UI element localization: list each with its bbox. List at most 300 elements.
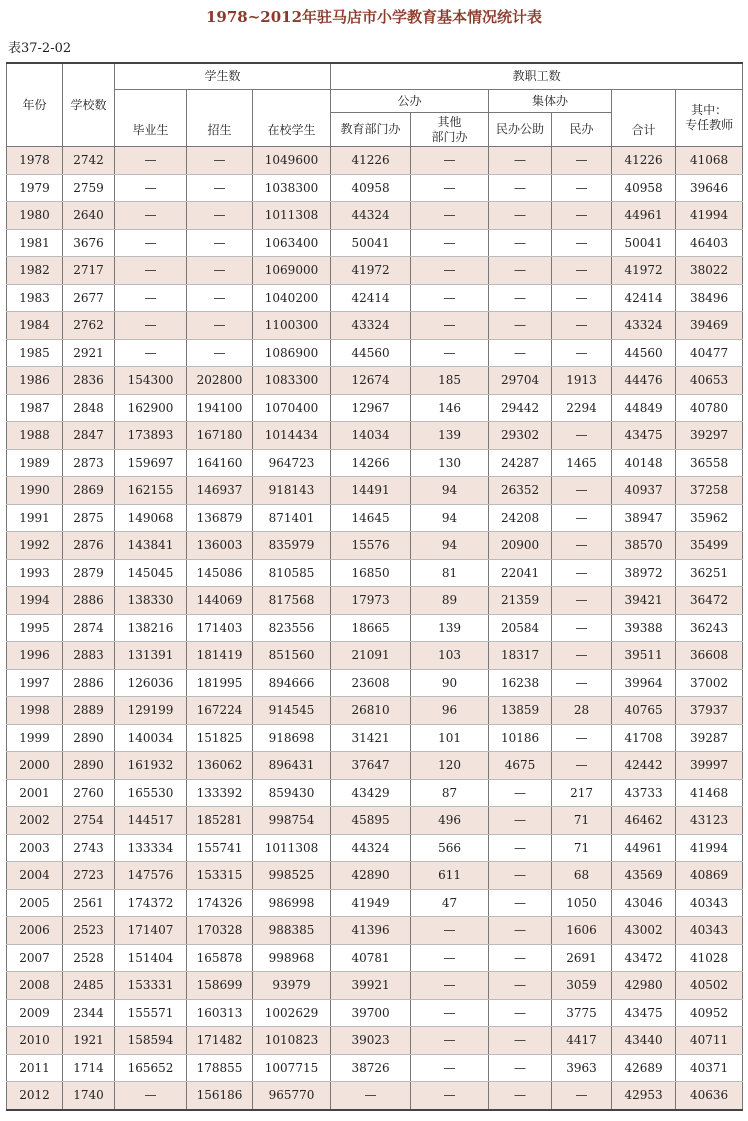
cell-fulltime-teachers: 38496 bbox=[676, 284, 743, 312]
cell-year: 1979 bbox=[7, 174, 63, 202]
cell-year: 2007 bbox=[7, 944, 63, 972]
cell-graduates: 159697 bbox=[115, 449, 187, 477]
cell-year: 1982 bbox=[7, 257, 63, 285]
cell-total: 38570 bbox=[612, 532, 676, 560]
header-collective: 集体办 bbox=[489, 90, 612, 113]
cell-graduates: 140034 bbox=[115, 724, 187, 752]
cell-private: 71 bbox=[552, 834, 612, 862]
header-fulltime-line2: 专任教师 bbox=[685, 118, 734, 132]
cell-graduates: 138330 bbox=[115, 587, 187, 615]
table-row bbox=[7, 807, 743, 835]
cell-other-dept: — bbox=[411, 339, 489, 367]
cell-in-school: 1011308 bbox=[253, 834, 331, 862]
cell-private: 1606 bbox=[552, 917, 612, 945]
cell-private: 3059 bbox=[552, 972, 612, 1000]
cell-total: 44849 bbox=[612, 394, 676, 422]
table-row bbox=[7, 834, 743, 862]
cell-private: — bbox=[552, 669, 612, 697]
cell-private-public: — bbox=[489, 284, 552, 312]
cell-private-public: — bbox=[489, 834, 552, 862]
table-row bbox=[7, 724, 743, 752]
table-row bbox=[7, 999, 743, 1027]
cell-in-school: 1070400 bbox=[253, 394, 331, 422]
cell-other-dept: 139 bbox=[411, 422, 489, 450]
cell-enrollment: — bbox=[187, 284, 253, 312]
cell-edu-dept: 12674 bbox=[331, 367, 411, 395]
cell-fulltime-teachers: 36472 bbox=[676, 587, 743, 615]
cell-other-dept: 611 bbox=[411, 862, 489, 890]
cell-schools: 2876 bbox=[63, 532, 115, 560]
cell-private: — bbox=[552, 477, 612, 505]
cell-enrollment: 181995 bbox=[187, 669, 253, 697]
cell-enrollment: — bbox=[187, 339, 253, 367]
header-graduates: 毕业生 bbox=[115, 90, 187, 147]
cell-private-public: — bbox=[489, 972, 552, 1000]
cell-graduates: 155571 bbox=[115, 999, 187, 1027]
cell-enrollment: 181419 bbox=[187, 642, 253, 670]
cell-enrollment: 185281 bbox=[187, 807, 253, 835]
cell-fulltime-teachers: 40711 bbox=[676, 1027, 743, 1055]
cell-private-public: — bbox=[489, 779, 552, 807]
cell-private-public: — bbox=[489, 257, 552, 285]
cell-edu-dept: 38726 bbox=[331, 1054, 411, 1082]
cell-total: 40148 bbox=[612, 449, 676, 477]
cell-private-public: — bbox=[489, 229, 552, 257]
cell-year: 2004 bbox=[7, 862, 63, 890]
cell-graduates: 133334 bbox=[115, 834, 187, 862]
cell-other-dept: — bbox=[411, 972, 489, 1000]
cell-total: 43472 bbox=[612, 944, 676, 972]
cell-edu-dept: 39921 bbox=[331, 972, 411, 1000]
cell-graduates: 129199 bbox=[115, 697, 187, 725]
table-row bbox=[7, 889, 743, 917]
cell-other-dept: — bbox=[411, 174, 489, 202]
cell-schools: 1714 bbox=[63, 1054, 115, 1082]
cell-total: 38972 bbox=[612, 559, 676, 587]
cell-total: 50041 bbox=[612, 229, 676, 257]
table-row bbox=[7, 202, 743, 230]
cell-schools: 2883 bbox=[63, 642, 115, 670]
cell-in-school: 986998 bbox=[253, 889, 331, 917]
cell-edu-dept: 39023 bbox=[331, 1027, 411, 1055]
cell-edu-dept: 31421 bbox=[331, 724, 411, 752]
cell-year: 2012 bbox=[7, 1082, 63, 1110]
cell-edu-dept: 23608 bbox=[331, 669, 411, 697]
header-other-dept bbox=[411, 113, 489, 147]
header-schools: 学校数 bbox=[63, 63, 115, 147]
cell-total: 39388 bbox=[612, 614, 676, 642]
cell-total: 41708 bbox=[612, 724, 676, 752]
cell-total: 39421 bbox=[612, 587, 676, 615]
cell-private: — bbox=[552, 724, 612, 752]
cell-year: 2005 bbox=[7, 889, 63, 917]
cell-graduates: — bbox=[115, 312, 187, 340]
cell-fulltime-teachers: 40653 bbox=[676, 367, 743, 395]
cell-graduates: 165530 bbox=[115, 779, 187, 807]
cell-year: 1983 bbox=[7, 284, 63, 312]
cell-fulltime-teachers: 36251 bbox=[676, 559, 743, 587]
cell-fulltime-teachers: 39297 bbox=[676, 422, 743, 450]
cell-schools: 2890 bbox=[63, 724, 115, 752]
cell-in-school: 810585 bbox=[253, 559, 331, 587]
cell-fulltime-teachers: 40780 bbox=[676, 394, 743, 422]
cell-schools: 2848 bbox=[63, 394, 115, 422]
cell-other-dept: 81 bbox=[411, 559, 489, 587]
cell-private-public: 4675 bbox=[489, 752, 552, 780]
cell-private-public: 29442 bbox=[489, 394, 552, 422]
cell-fulltime-teachers: 40371 bbox=[676, 1054, 743, 1082]
cell-schools: 2873 bbox=[63, 449, 115, 477]
table-row bbox=[7, 174, 743, 202]
cell-enrollment: 151825 bbox=[187, 724, 253, 752]
cell-total: 43002 bbox=[612, 917, 676, 945]
cell-private: — bbox=[552, 257, 612, 285]
cell-year: 1986 bbox=[7, 367, 63, 395]
table-number: 表37-2-02 bbox=[8, 41, 72, 56]
header-total: 合计 bbox=[612, 90, 676, 147]
header-students: 学生数 bbox=[115, 63, 331, 90]
cell-year: 1987 bbox=[7, 394, 63, 422]
table-body bbox=[7, 147, 743, 1110]
table-row bbox=[7, 559, 743, 587]
cell-year: 2008 bbox=[7, 972, 63, 1000]
cell-private: 2294 bbox=[552, 394, 612, 422]
cell-graduates: — bbox=[115, 284, 187, 312]
cell-graduates: — bbox=[115, 229, 187, 257]
table-row bbox=[7, 284, 743, 312]
cell-graduates: 151404 bbox=[115, 944, 187, 972]
cell-other-dept: — bbox=[411, 999, 489, 1027]
cell-year: 1994 bbox=[7, 587, 63, 615]
cell-other-dept: — bbox=[411, 202, 489, 230]
cell-in-school: 896431 bbox=[253, 752, 331, 780]
cell-schools: 2528 bbox=[63, 944, 115, 972]
cell-year: 1998 bbox=[7, 697, 63, 725]
cell-in-school: 1086900 bbox=[253, 339, 331, 367]
header-edu-dept: 教育部门办 bbox=[331, 113, 411, 147]
cell-total: 40937 bbox=[612, 477, 676, 505]
cell-in-school: 914545 bbox=[253, 697, 331, 725]
table-row bbox=[7, 229, 743, 257]
cell-enrollment: 178855 bbox=[187, 1054, 253, 1082]
cell-fulltime-teachers: 40343 bbox=[676, 917, 743, 945]
cell-fulltime-teachers: 41994 bbox=[676, 202, 743, 230]
cell-private-public: 18317 bbox=[489, 642, 552, 670]
cell-graduates: — bbox=[115, 174, 187, 202]
cell-private-public: 20584 bbox=[489, 614, 552, 642]
table-row bbox=[7, 779, 743, 807]
cell-fulltime-teachers: 36558 bbox=[676, 449, 743, 477]
cell-enrollment: 167180 bbox=[187, 422, 253, 450]
cell-edu-dept: 39700 bbox=[331, 999, 411, 1027]
cell-fulltime-teachers: 39469 bbox=[676, 312, 743, 340]
table-row bbox=[7, 669, 743, 697]
table-row bbox=[7, 697, 743, 725]
cell-in-school: 859430 bbox=[253, 779, 331, 807]
cell-private: — bbox=[552, 202, 612, 230]
cell-graduates: 158594 bbox=[115, 1027, 187, 1055]
cell-total: 40765 bbox=[612, 697, 676, 725]
cell-private-public: — bbox=[489, 1054, 552, 1082]
cell-other-dept: 566 bbox=[411, 834, 489, 862]
cell-in-school: 918698 bbox=[253, 724, 331, 752]
header-other-dept-line2: 部门办 bbox=[431, 129, 468, 144]
table-row bbox=[7, 394, 743, 422]
cell-private: — bbox=[552, 532, 612, 560]
cell-year: 1992 bbox=[7, 532, 63, 560]
header-enrollment: 招生 bbox=[187, 90, 253, 147]
header-year: 年份 bbox=[7, 63, 63, 147]
cell-other-dept: 90 bbox=[411, 669, 489, 697]
cell-enrollment: — bbox=[187, 147, 253, 175]
cell-edu-dept: 14645 bbox=[331, 504, 411, 532]
cell-fulltime-teachers: 40502 bbox=[676, 972, 743, 1000]
cell-private-public: — bbox=[489, 312, 552, 340]
cell-other-dept: — bbox=[411, 147, 489, 175]
table-row bbox=[7, 1027, 743, 1055]
table-row bbox=[7, 642, 743, 670]
cell-private-public: 21359 bbox=[489, 587, 552, 615]
cell-private-public: 29302 bbox=[489, 422, 552, 450]
cell-schools: 2890 bbox=[63, 752, 115, 780]
cell-edu-dept: 42414 bbox=[331, 284, 411, 312]
cell-year: 1981 bbox=[7, 229, 63, 257]
cell-schools: 2485 bbox=[63, 972, 115, 1000]
cell-other-dept: 94 bbox=[411, 477, 489, 505]
cell-graduates: 154300 bbox=[115, 367, 187, 395]
cell-private: — bbox=[552, 587, 612, 615]
cell-year: 1990 bbox=[7, 477, 63, 505]
cell-total: 38947 bbox=[612, 504, 676, 532]
cell-edu-dept: 42890 bbox=[331, 862, 411, 890]
cell-total: 41972 bbox=[612, 257, 676, 285]
cell-private-public: — bbox=[489, 1027, 552, 1055]
cell-fulltime-teachers: 39646 bbox=[676, 174, 743, 202]
cell-graduates: 161932 bbox=[115, 752, 187, 780]
cell-enrollment: 133392 bbox=[187, 779, 253, 807]
cell-private: 4417 bbox=[552, 1027, 612, 1055]
cell-other-dept: — bbox=[411, 1082, 489, 1110]
cell-in-school: 1002629 bbox=[253, 999, 331, 1027]
cell-in-school: 817568 bbox=[253, 587, 331, 615]
cell-fulltime-teachers: 40343 bbox=[676, 889, 743, 917]
cell-private-public: 24287 bbox=[489, 449, 552, 477]
cell-other-dept: 87 bbox=[411, 779, 489, 807]
cell-graduates: 147576 bbox=[115, 862, 187, 890]
cell-enrollment: 160313 bbox=[187, 999, 253, 1027]
cell-private: 1913 bbox=[552, 367, 612, 395]
cell-private: — bbox=[552, 559, 612, 587]
cell-schools: 2760 bbox=[63, 779, 115, 807]
cell-fulltime-teachers: 40636 bbox=[676, 1082, 743, 1110]
cell-other-dept: — bbox=[411, 229, 489, 257]
cell-other-dept: — bbox=[411, 257, 489, 285]
cell-private: 3963 bbox=[552, 1054, 612, 1082]
cell-in-school: 894666 bbox=[253, 669, 331, 697]
cell-graduates: 131391 bbox=[115, 642, 187, 670]
cell-private-public: — bbox=[489, 862, 552, 890]
table-row bbox=[7, 944, 743, 972]
cell-in-school: 1069000 bbox=[253, 257, 331, 285]
cell-in-school: 1014434 bbox=[253, 422, 331, 450]
table-row bbox=[7, 339, 743, 367]
cell-enrollment: 144069 bbox=[187, 587, 253, 615]
cell-schools: 2836 bbox=[63, 367, 115, 395]
cell-in-school: 1038300 bbox=[253, 174, 331, 202]
cell-enrollment: 153315 bbox=[187, 862, 253, 890]
cell-enrollment: 171482 bbox=[187, 1027, 253, 1055]
cell-other-dept: 47 bbox=[411, 889, 489, 917]
cell-edu-dept: 15576 bbox=[331, 532, 411, 560]
table-row bbox=[7, 312, 743, 340]
cell-schools: 2886 bbox=[63, 587, 115, 615]
cell-edu-dept: 14266 bbox=[331, 449, 411, 477]
cell-schools: 2879 bbox=[63, 559, 115, 587]
cell-fulltime-teachers: 37937 bbox=[676, 697, 743, 725]
cell-private-public: 20900 bbox=[489, 532, 552, 560]
cell-total: 39511 bbox=[612, 642, 676, 670]
cell-edu-dept: 14491 bbox=[331, 477, 411, 505]
cell-total: 43475 bbox=[612, 999, 676, 1027]
cell-enrollment: 165878 bbox=[187, 944, 253, 972]
cell-enrollment: 145086 bbox=[187, 559, 253, 587]
cell-fulltime-teachers: 39997 bbox=[676, 752, 743, 780]
cell-year: 1978 bbox=[7, 147, 63, 175]
cell-graduates: — bbox=[115, 147, 187, 175]
cell-private: 28 bbox=[552, 697, 612, 725]
table-row bbox=[7, 752, 743, 780]
cell-enrollment: 158699 bbox=[187, 972, 253, 1000]
cell-graduates: 171407 bbox=[115, 917, 187, 945]
cell-other-dept: 96 bbox=[411, 697, 489, 725]
cell-private-public: 24208 bbox=[489, 504, 552, 532]
cell-other-dept: 120 bbox=[411, 752, 489, 780]
cell-in-school: 1010823 bbox=[253, 1027, 331, 1055]
cell-total: 42442 bbox=[612, 752, 676, 780]
cell-total: 42414 bbox=[612, 284, 676, 312]
cell-graduates: 153331 bbox=[115, 972, 187, 1000]
cell-schools: 2921 bbox=[63, 339, 115, 367]
cell-graduates: — bbox=[115, 339, 187, 367]
cell-total: 44476 bbox=[612, 367, 676, 395]
table-row bbox=[7, 862, 743, 890]
cell-schools: 2723 bbox=[63, 862, 115, 890]
cell-schools: 2875 bbox=[63, 504, 115, 532]
cell-schools: 2742 bbox=[63, 147, 115, 175]
table-header bbox=[7, 63, 743, 147]
cell-schools: 2640 bbox=[63, 202, 115, 230]
cell-graduates: 145045 bbox=[115, 559, 187, 587]
cell-schools: 2717 bbox=[63, 257, 115, 285]
cell-fulltime-teachers: 46403 bbox=[676, 229, 743, 257]
cell-fulltime-teachers: 36608 bbox=[676, 642, 743, 670]
cell-enrollment: — bbox=[187, 174, 253, 202]
cell-schools: 2869 bbox=[63, 477, 115, 505]
cell-total: 44961 bbox=[612, 202, 676, 230]
cell-in-school: 1100300 bbox=[253, 312, 331, 340]
cell-fulltime-teachers: 40952 bbox=[676, 999, 743, 1027]
cell-schools: 2523 bbox=[63, 917, 115, 945]
table-row bbox=[7, 532, 743, 560]
cell-other-dept: 185 bbox=[411, 367, 489, 395]
cell-private: 3775 bbox=[552, 999, 612, 1027]
cell-total: 43569 bbox=[612, 862, 676, 890]
cell-other-dept: — bbox=[411, 1027, 489, 1055]
cell-schools: 2743 bbox=[63, 834, 115, 862]
table-row bbox=[7, 367, 743, 395]
cell-edu-dept: — bbox=[331, 1082, 411, 1110]
cell-in-school: 1083300 bbox=[253, 367, 331, 395]
cell-private-public: 10186 bbox=[489, 724, 552, 752]
table-row bbox=[7, 147, 743, 175]
cell-enrollment: 171403 bbox=[187, 614, 253, 642]
cell-other-dept: 130 bbox=[411, 449, 489, 477]
cell-graduates: 149068 bbox=[115, 504, 187, 532]
cell-enrollment: 156186 bbox=[187, 1082, 253, 1110]
cell-graduates: 144517 bbox=[115, 807, 187, 835]
cell-enrollment: 194100 bbox=[187, 394, 253, 422]
cell-enrollment: 170328 bbox=[187, 917, 253, 945]
cell-schools: 2874 bbox=[63, 614, 115, 642]
cell-total: 43475 bbox=[612, 422, 676, 450]
cell-other-dept: — bbox=[411, 312, 489, 340]
cell-private: — bbox=[552, 1082, 612, 1110]
cell-private: 71 bbox=[552, 807, 612, 835]
cell-graduates: 143841 bbox=[115, 532, 187, 560]
cell-fulltime-teachers: 37258 bbox=[676, 477, 743, 505]
cell-graduates: — bbox=[115, 202, 187, 230]
cell-total: 42980 bbox=[612, 972, 676, 1000]
cell-in-school: 988385 bbox=[253, 917, 331, 945]
table-row bbox=[7, 614, 743, 642]
cell-fulltime-teachers: 40477 bbox=[676, 339, 743, 367]
table-row bbox=[7, 422, 743, 450]
cell-year: 2009 bbox=[7, 999, 63, 1027]
header-public: 公办 bbox=[331, 90, 489, 113]
table-row bbox=[7, 257, 743, 285]
cell-year: 1985 bbox=[7, 339, 63, 367]
cell-edu-dept: 44560 bbox=[331, 339, 411, 367]
cell-other-dept: 94 bbox=[411, 532, 489, 560]
cell-other-dept: — bbox=[411, 1054, 489, 1082]
cell-edu-dept: 16850 bbox=[331, 559, 411, 587]
cell-private-public: — bbox=[489, 174, 552, 202]
cell-total: 43324 bbox=[612, 312, 676, 340]
cell-edu-dept: 40781 bbox=[331, 944, 411, 972]
header-fulltime-line1: 其中： bbox=[691, 103, 728, 117]
cell-year: 1988 bbox=[7, 422, 63, 450]
cell-enrollment: — bbox=[187, 202, 253, 230]
cell-graduates: — bbox=[115, 257, 187, 285]
cell-schools: 2561 bbox=[63, 889, 115, 917]
cell-edu-dept: 41972 bbox=[331, 257, 411, 285]
cell-year: 2003 bbox=[7, 834, 63, 862]
cell-enrollment: 167224 bbox=[187, 697, 253, 725]
cell-private: — bbox=[552, 147, 612, 175]
cell-edu-dept: 17973 bbox=[331, 587, 411, 615]
cell-private-public: — bbox=[489, 999, 552, 1027]
cell-private-public: — bbox=[489, 1082, 552, 1110]
cell-in-school: 93979 bbox=[253, 972, 331, 1000]
cell-edu-dept: 37647 bbox=[331, 752, 411, 780]
cell-year: 1996 bbox=[7, 642, 63, 670]
cell-edu-dept: 43324 bbox=[331, 312, 411, 340]
cell-fulltime-teachers: 43123 bbox=[676, 807, 743, 835]
cell-edu-dept: 14034 bbox=[331, 422, 411, 450]
cell-fulltime-teachers: 36243 bbox=[676, 614, 743, 642]
cell-other-dept: 146 bbox=[411, 394, 489, 422]
cell-private: — bbox=[552, 174, 612, 202]
